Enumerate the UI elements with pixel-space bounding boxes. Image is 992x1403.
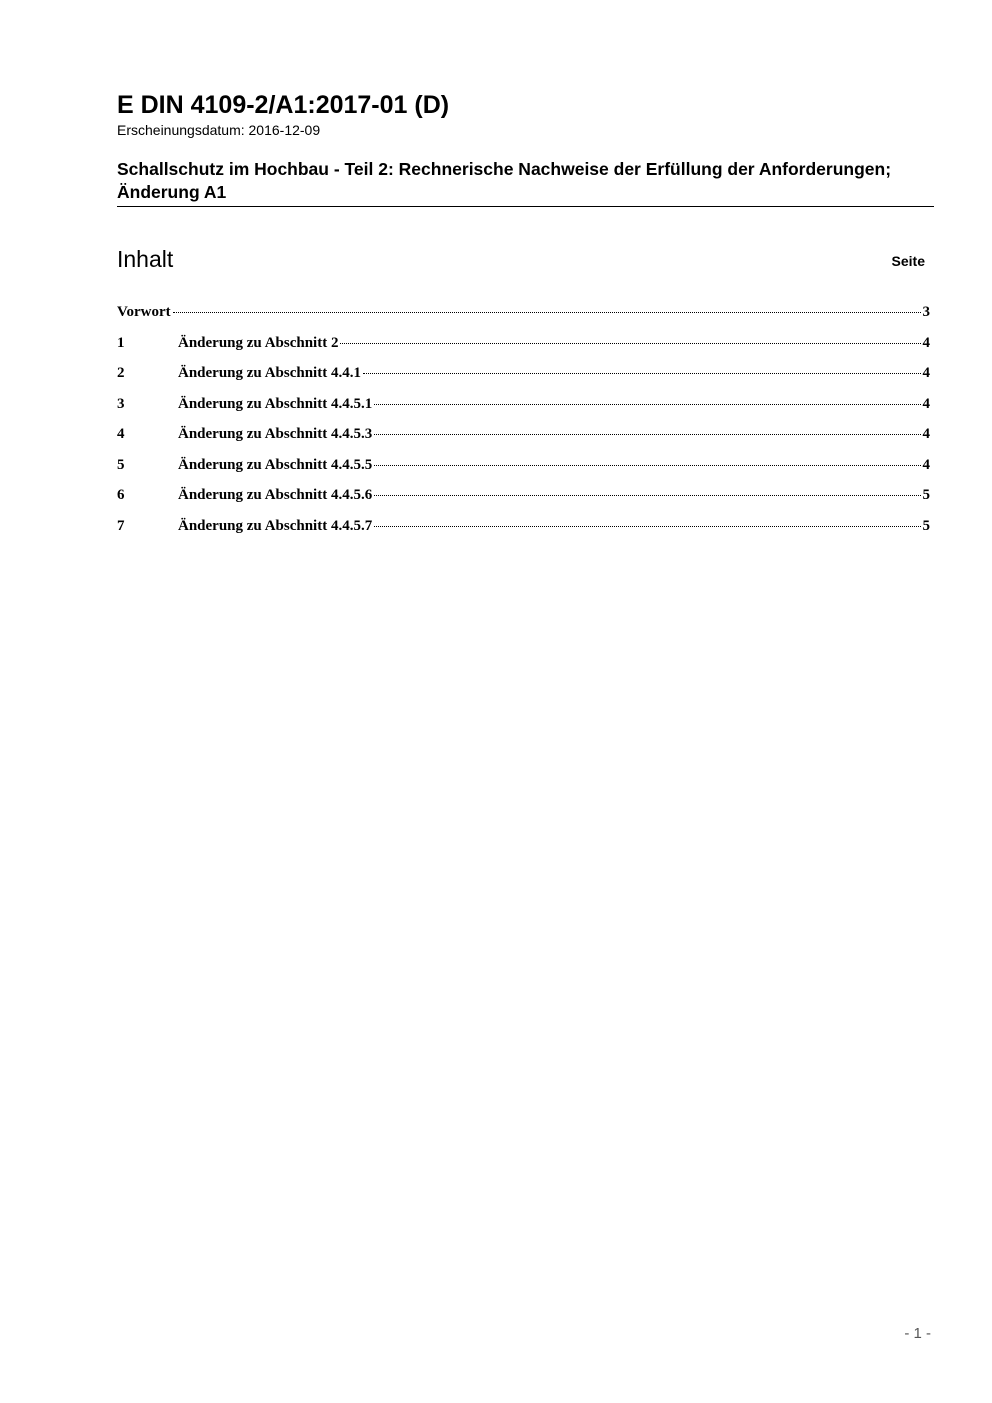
toc-dot-leader <box>340 343 920 344</box>
toc-entry-title: Änderung zu Abschnitt 4.4.1 <box>178 365 361 381</box>
toc-entry-7[interactable] <box>117 515 930 546</box>
toc-entry-number: 6 <box>117 487 125 503</box>
toc-entry-page: 4 <box>922 365 930 381</box>
toc-entry-page: 4 <box>922 395 930 412</box>
toc-entry-4[interactable] <box>117 423 930 454</box>
document-id: E DIN 4109-2/A1:2017-01 (D) <box>117 91 450 119</box>
toc-dot-leader <box>374 404 920 405</box>
toc-dot-leader <box>374 465 920 466</box>
toc-dot-leader <box>374 434 920 435</box>
toc-entry-number: 3 <box>117 395 125 412</box>
toc-entry-number: 1 <box>117 334 125 351</box>
toc-dot-leader <box>363 373 921 374</box>
toc-entry-title: Änderung zu Abschnitt 2 <box>178 334 339 351</box>
toc-entry-6[interactable] <box>117 484 930 515</box>
toc-entry-title: Vorwort <box>117 304 171 320</box>
toc-entry-page: 5 <box>922 487 930 503</box>
toc-entry-number: 7 <box>117 517 125 534</box>
title-divider <box>117 206 934 207</box>
toc-heading: Inhalt <box>117 246 174 272</box>
toc-entry-title: Änderung zu Abschnitt 4.4.5.5 <box>178 456 373 473</box>
toc-entry-number: 5 <box>117 456 125 473</box>
table-of-contents <box>117 301 930 545</box>
page-number: - 1 - <box>904 1325 931 1342</box>
toc-entry-page: 4 <box>922 456 930 473</box>
publication-date: Erscheinungsdatum: 2016-12-09 <box>117 122 321 138</box>
toc-entry-2[interactable] <box>117 362 930 393</box>
toc-entry-3[interactable] <box>117 393 930 424</box>
toc-dot-leader <box>173 312 921 313</box>
toc-entry-page: 3 <box>922 304 930 320</box>
toc-entry-title: Änderung zu Abschnitt 4.4.5.7 <box>178 517 373 534</box>
toc-entry-page: 4 <box>922 426 930 442</box>
toc-entry-page: 5 <box>922 517 930 534</box>
toc-entry-vorwort[interactable] <box>117 301 930 332</box>
toc-entry-1[interactable] <box>117 332 930 363</box>
toc-entry-title: Änderung zu Abschnitt 4.4.5.3 <box>178 426 373 442</box>
toc-entry-number: 4 <box>117 426 125 442</box>
toc-entry-title: Änderung zu Abschnitt 4.4.5.1 <box>178 395 373 412</box>
toc-page-column-label: Seite <box>891 253 925 269</box>
document-title: Schallschutz im Hochbau - Teil 2: Rechnerische Nachweise der Erfüllung der Anforderungen; Änderung A1 <box>117 159 892 202</box>
toc-entry-5[interactable] <box>117 454 930 485</box>
toc-dot-leader <box>374 526 920 527</box>
toc-entry-title: Änderung zu Abschnitt 4.4.5.6 <box>178 487 373 503</box>
toc-dot-leader <box>374 495 920 496</box>
toc-entry-number: 2 <box>117 365 125 381</box>
toc-entry-page: 4 <box>922 334 930 351</box>
